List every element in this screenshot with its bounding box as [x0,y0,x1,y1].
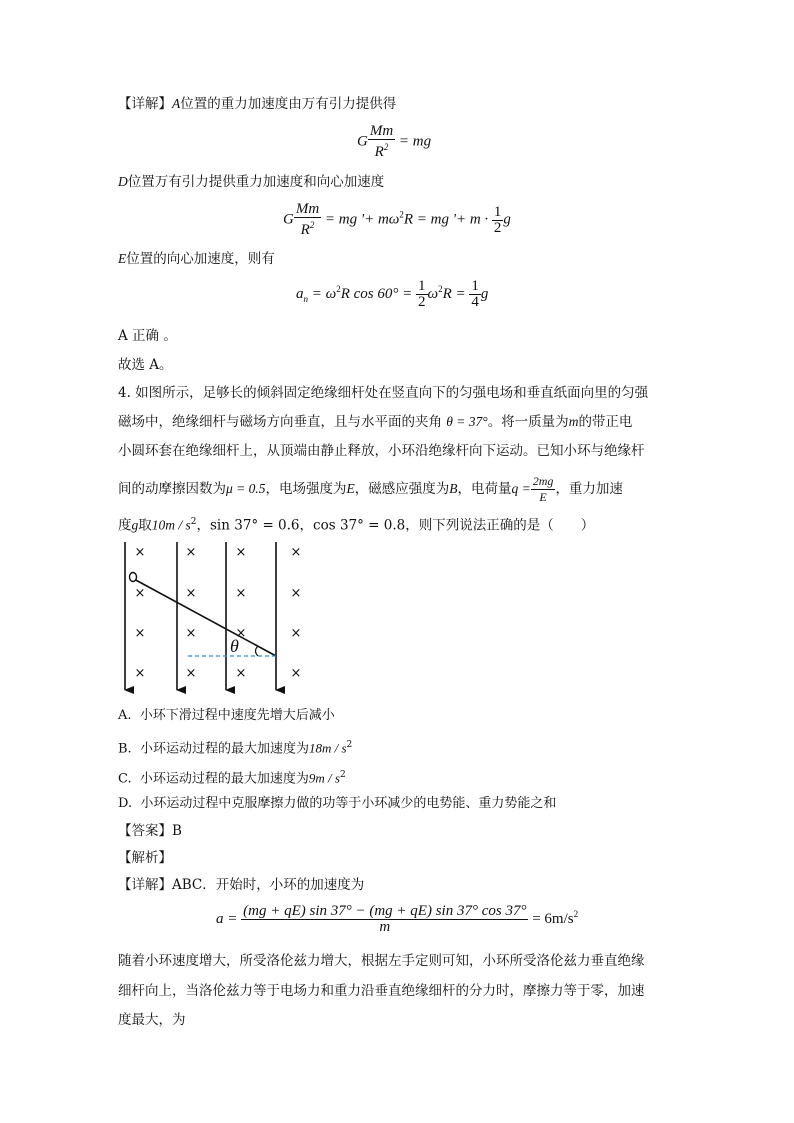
eq3-f2 [469,279,481,310]
magnetic-cross: × [134,545,146,560]
q4-line5-e: ，则下列说法正确的是（ ） [405,517,595,534]
q4-line2-c: 的带正电 [578,414,633,430]
magnetic-cross: × [290,586,302,601]
option-a [118,706,335,726]
eq2-num: Mm [295,201,320,217]
eq1-den [368,139,395,160]
magnetic-cross: × [134,586,146,601]
eq3-p3: ω [427,285,439,302]
var-e: E [118,251,127,266]
eq2-den [294,217,321,238]
para-line-1: 随着小环速度增大，所受洛伦兹力增大，根据左手定则可知，小环所受洛伦兹力垂直绝缘 [118,953,645,969]
para-line-3: 度最大，为 [118,1012,186,1028]
option-letter: C. [118,771,132,787]
q4-q-num: 2mg [532,474,554,488]
equation-3 [296,279,488,310]
option-b [118,735,352,759]
option-letter: D. [118,796,133,811]
q4-q: q = [511,481,531,496]
magnetic-cross: × [290,545,302,560]
eq1-den-exp: 2 [383,142,389,152]
magnetic-cross: × [134,626,146,641]
field-diagram [110,538,320,698]
q4-theta-value: θ = 37° [446,414,488,429]
q4-line4-e: ，重力加速 [555,481,623,497]
option-exp: 2 [339,770,346,780]
eq3-p2: R cos 60° = [340,285,413,302]
eq2-half-num: 1 [493,203,502,220]
eq3-p4: R = [442,285,466,302]
magnetic-cross: × [290,666,302,681]
q4-line4-a: 间的动摩擦因数为 [118,481,226,497]
q4-line5-d: ， [299,517,314,534]
eq3-p3-exp: 2 [438,283,443,294]
eq1-den-base: R [374,144,384,160]
magnetic-cross: × [235,586,247,601]
option-text: 小环运动过程中克服摩擦力做的功等于小环减少的电势能、重力势能之和 [140,796,557,811]
analysis-label: 【解析】 [118,850,172,866]
magnetic-cross: × [235,626,247,641]
option-c [118,765,346,789]
var-d: D [118,174,128,189]
theta-label: θ [230,636,239,656]
angle-arc [256,646,259,656]
var-a: A [172,96,181,111]
q4-g: g [131,517,139,533]
q4-line5-c: ， [196,517,210,534]
detail-line-d [118,172,384,192]
para-line-2: 细杆向上，当洛伦兹力等于电场力和重力沿垂直绝缘细杆的分力时，摩擦力等于零，加速 [118,983,645,999]
eq4-rhs: = 6m/s [532,910,574,927]
option-letter: A. [118,708,132,723]
insulated-rod [132,578,276,656]
answer-line: 【答案】B [118,823,182,839]
q4-line5-a: 度 [118,517,132,534]
eq3-f2-num: 1 [471,278,479,294]
option-exp: 2 [346,740,353,750]
eq1-frac [368,124,395,160]
q4-line3: 小圆环套在绝缘细杆上，从顶端由静止释放，小环沿绝缘杆向下运动。已知小环与绝缘杆 [118,443,645,459]
eq4-den: m [241,919,528,935]
eq2-half-den: 2 [493,219,502,236]
eq2-half [492,205,504,236]
magnetic-cross: × [185,666,197,681]
detail-line-e [118,249,275,269]
q4-line1: 4. 如图所示，足够长的倾斜固定绝缘细杆处在竖直向下的匀强电场和垂直纸面向里的匀强 [118,385,649,401]
eq2-tail: g [503,211,511,228]
option-value: 18m / s [308,740,347,756]
q4-line4-d: ，电荷量 [457,481,512,497]
q4-line4-c: ，磁感应强度为 [354,481,450,497]
eq4-rhs-exp: 2 [573,908,579,919]
eq3-f1 [416,279,428,310]
detail-line-a [118,94,396,114]
eq3-p5: g [480,285,489,302]
eq2-g: G [283,211,294,228]
a-correct-line: A 正确 。 [118,328,177,344]
q4-e: E [346,481,355,496]
eq3-a: a [296,285,304,302]
option-text: 小环运动过程的最大加速度为 [139,741,309,757]
option-text: 小环运动过程的最大加速度为 [139,771,309,787]
option-letter: B. [118,741,132,757]
q4-mu: μ = 0.5 [226,481,266,496]
detail2-line [118,875,364,895]
eq2-mid-exp: 2 [399,209,404,220]
eq2-mid: = mg '+ mω [324,211,400,228]
eq1-rhs: = mg [398,133,432,150]
ring [130,573,137,582]
eq4-num: (mg + qE) sin 37° − (mg + qE) sin 37° cos 37° [243,903,527,919]
eq2-frac [294,202,321,238]
eq2-den-exp: 2 [309,220,315,230]
equation-1 [357,124,431,160]
eq3-f1-num: 1 [418,278,426,294]
detail2-text: ABC．开始时，小环的加速度为 [172,877,365,893]
magnetic-cross: × [185,545,197,560]
eq4-frac [241,904,528,935]
detail2-label: 【详解】 [118,877,172,893]
detail-e-text: 位置的向心加速度，则有 [126,251,275,267]
magnetic-cross: × [235,545,247,560]
eq3-p1: = ω [311,285,337,302]
q4-mass: m [568,414,579,429]
eq1-num: Mm [369,123,394,139]
detail-label: 【详解】 [118,96,172,112]
q4-line2-b: 。将一质量为 [487,414,569,430]
eq1-g: G [357,133,368,150]
magnetic-cross: × [134,666,146,681]
equation-4 [216,904,578,935]
q4-line4-b: ，电场强度为 [265,481,347,497]
q4-q-frac [531,474,556,505]
q4-g-value: 10m / s [151,517,191,533]
q4-line5 [118,512,594,536]
q4-line5-b: 取 [138,517,152,534]
equation-2 [283,202,511,238]
q4-cos: cos 37° = 0.8 [313,517,406,534]
eq2-mid2: R = mg '+ m · [403,211,489,228]
option-value: 9m / s [308,770,340,786]
magnetic-cross: × [185,626,197,641]
magnetic-cross: × [290,626,302,641]
eq3-a-sub: n [303,293,308,304]
option-text: 小环下滑过程中速度先增大后减小 [139,708,335,723]
magnetic-cross: × [235,666,247,681]
q4-line2 [118,412,632,432]
q4-g-exp: 2 [190,517,197,527]
eq2-den-base: R [300,222,310,238]
eq4-lhs: a = [216,910,238,927]
q4-sin: sin 37° = 0.6 [210,517,300,534]
q4-line4 [118,474,623,505]
q4-b: B [449,481,458,496]
magnetic-cross: × [185,586,197,601]
option-d [118,794,556,814]
eq3-f2-den: 4 [471,294,479,310]
detail-a-text: 位置的重力加速度由万有引力提供得 [180,96,397,112]
choose-line: 故选 A。 [118,357,173,373]
detail-d-text: 位置万有引力提供重力加速度和向心加速度 [127,174,385,190]
eq3-p1-exp: 2 [336,283,341,294]
eq3-f1-den: 2 [418,294,426,310]
q4-q-den: E [531,489,556,505]
q4-line2-a: 磁场中，绝缘细杆与磁场方向垂直，且与水平面的夹角 [118,414,442,430]
